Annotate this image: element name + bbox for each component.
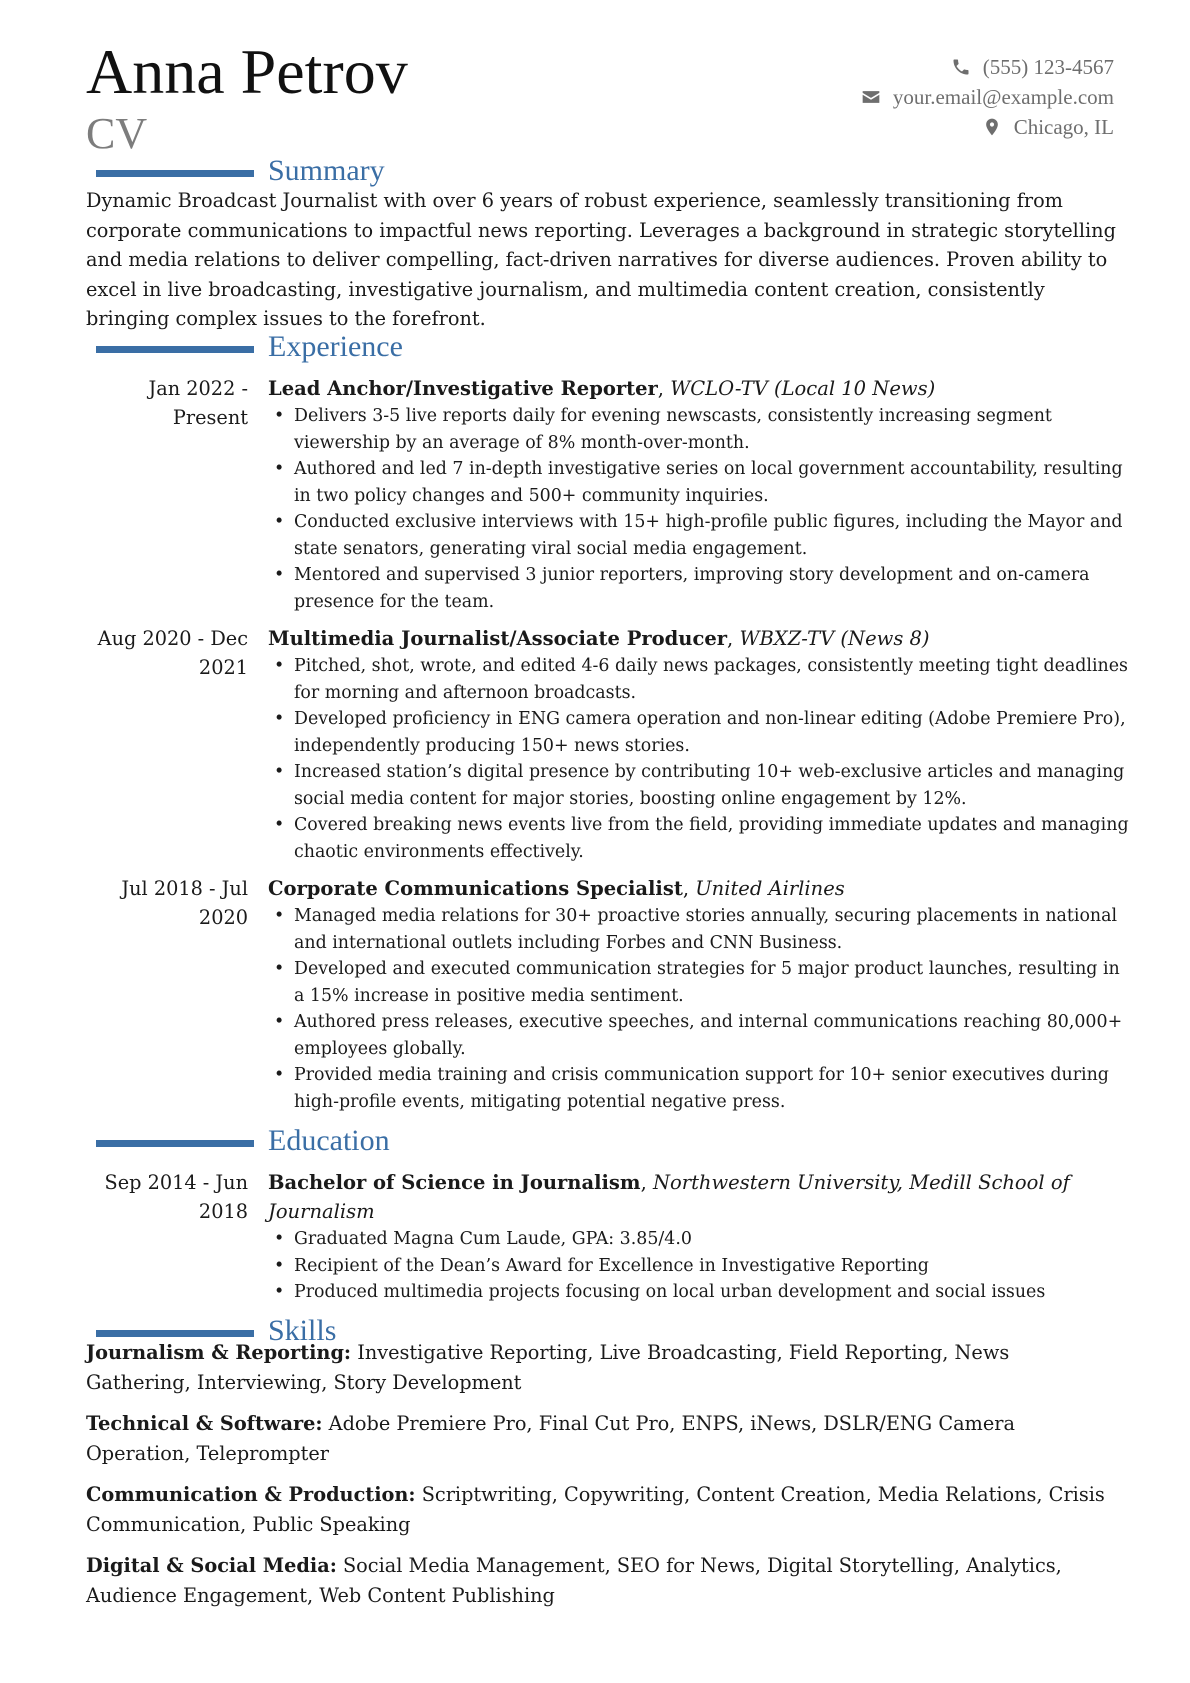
bullet-list bbox=[268, 403, 1130, 615]
entry-date: Jul 2018 - Jul 2020 bbox=[121, 877, 248, 929]
entry-body bbox=[268, 1168, 1130, 1306]
contact-block bbox=[861, 52, 1114, 142]
skill-group bbox=[86, 1338, 1120, 1397]
bullet-item: • Managed media relations for 30+ proactive stories annually, securing placements in national and international outlets including Forbes and CNN Business. bbox=[268, 903, 1130, 956]
entry-role: Bachelor of Science in Journalism bbox=[268, 1171, 641, 1194]
section-title: Education bbox=[268, 1124, 390, 1157]
entry-body bbox=[268, 374, 1130, 615]
entry-organization: Northwestern University, Medill School of Journalism bbox=[268, 1171, 1070, 1223]
entry-date: Sep 2014 - Jun 2018 bbox=[104, 1171, 248, 1223]
section-accent-bar bbox=[96, 1140, 254, 1147]
skill-group bbox=[86, 1409, 1120, 1468]
skill-label: Communication & Production: bbox=[86, 1483, 416, 1506]
bullet-item: • Authored and led 7 in-depth investigative series on local government accountability, resulting in two policy changes and 500+ community inquiries. bbox=[268, 456, 1130, 509]
bullet-item: • Covered breaking news events live from the field, providing immediate updates and managing chaotic environments effectively. bbox=[268, 812, 1130, 865]
skill-label: Technical & Software: bbox=[86, 1412, 323, 1435]
location-text: Chicago, IL bbox=[1013, 114, 1114, 139]
entry-organization: WBXZ-TV (News 8) bbox=[739, 627, 930, 650]
skill-label: Journalism & Reporting: bbox=[86, 1341, 352, 1364]
skills-list bbox=[86, 1338, 1120, 1622]
section-title: Skills bbox=[268, 1314, 337, 1347]
section-title: Summary bbox=[268, 154, 385, 187]
skill-value: Adobe Premiere Pro, Final Cut Pro, ENPS, iNews, DSLR/ENG Camera Operation, Teleprompter bbox=[86, 1412, 1015, 1465]
section-accent-bar bbox=[96, 346, 254, 353]
entry-heading: Corporate Communications Specialist, United Airlines bbox=[268, 877, 845, 900]
bullet-list bbox=[268, 653, 1130, 865]
bullet-item: • Developed and executed communication strategies for 5 major product launches, resulting in a 15% increase in positive media sentiment. bbox=[268, 956, 1130, 1009]
entry-body bbox=[268, 874, 1130, 1115]
entry-heading: Multimedia Journalist/Associate Producer, WBXZ-TV (News 8) bbox=[268, 627, 930, 650]
document-subtitle: CV bbox=[86, 109, 148, 158]
bullet-item: • Mentored and supervised 3 junior reporters, improving story development and on-camera presence for the team. bbox=[268, 562, 1130, 615]
map-pin-icon bbox=[982, 117, 1002, 137]
email-address[interactable]: your.email@example.com bbox=[892, 84, 1114, 109]
entry-role: Multimedia Journalist/Associate Producer bbox=[268, 627, 728, 650]
bullet-item: • Produced multimedia projects focusing on local urban development and social issues bbox=[268, 1279, 1130, 1306]
bullet-item: • Authored press releases, executive speeches, and internal communications reaching 80,000+ employees globally. bbox=[268, 1009, 1130, 1062]
skill-group bbox=[86, 1551, 1120, 1610]
skill-label: Digital & Social Media: bbox=[86, 1554, 337, 1577]
bullet-item: • Increased station’s digital presence by contributing 10+ web-exclusive articles and managing social media content for major stories, boosting online engagement by 12%. bbox=[268, 759, 1130, 812]
contact-phone bbox=[861, 52, 1114, 82]
entry-organization: United Airlines bbox=[695, 877, 845, 900]
entry-role: Lead Anchor/Investigative Reporter bbox=[268, 377, 658, 400]
entry-role: Corporate Communications Specialist bbox=[268, 877, 683, 900]
section-accent-bar bbox=[96, 170, 254, 177]
skill-value: Social Media Management, SEO for News, Digital Storytelling, Analytics, Audience Engagement, Web Content Publishing bbox=[86, 1554, 1062, 1607]
bullet-item: • Graduated Magna Cum Laude, GPA: 3.85/4.0 bbox=[268, 1226, 1130, 1253]
experience-heading bbox=[96, 332, 403, 362]
summary-text: Dynamic Broadcast Journalist with over 6 years of robust experience, seamlessly transitioning from corporate communications to impactful news reporting. Leverages a background in strategic storytelling and media relations to deliver compelling, fact-driven narratives for diverse audiences. Proven ability to excel in live broadcasting, investigative journalism, and multimedia content creation, consistently bringing complex issues to the forefront. bbox=[86, 189, 1116, 330]
entry-date: Aug 2020 - Dec 2021 bbox=[97, 627, 248, 679]
phone-number[interactable]: (555) 123-4567 bbox=[982, 54, 1114, 79]
entry-organization: WCLO-TV (Local 10 News) bbox=[670, 377, 936, 400]
summary-heading bbox=[96, 156, 385, 186]
bullet-list bbox=[268, 903, 1130, 1115]
bullet-item: • Developed proficiency in ENG camera operation and non-linear editing (Adobe Premiere Pro), independently producing 150+ news stories. bbox=[268, 706, 1130, 759]
contact-location bbox=[861, 112, 1114, 142]
skill-value: Investigative Reporting, Live Broadcasting, Field Reporting, News Gathering, Interviewing, Story Development bbox=[86, 1341, 1010, 1394]
contact-email bbox=[861, 82, 1114, 112]
bullet-list bbox=[268, 1226, 1130, 1306]
bullet-item: • Pitched, shot, wrote, and edited 4-6 daily news packages, consistently meeting tight deadlines for morning and afternoon broadcasts. bbox=[268, 653, 1130, 706]
skill-value: Scriptwriting, Copywriting, Content Creation, Media Relations, Crisis Communication, Public Speaking bbox=[86, 1483, 1105, 1536]
envelope-icon bbox=[861, 87, 881, 107]
entry-date: Jan 2022 - Present bbox=[148, 377, 248, 429]
bullet-item: • Recipient of the Dean’s Award for Excellence in Investigative Reporting bbox=[268, 1253, 1130, 1280]
bullet-item: • Delivers 3-5 live reports daily for evening newscasts, consistently increasing segment viewership by an average of 8% month-over-month. bbox=[268, 403, 1130, 456]
section-title: Experience bbox=[268, 330, 403, 363]
entry-heading: Lead Anchor/Investigative Reporter, WCLO-TV (Local 10 News) bbox=[268, 377, 936, 400]
education-heading bbox=[96, 1126, 390, 1156]
section-accent-bar bbox=[96, 1330, 254, 1337]
skill-group bbox=[86, 1480, 1120, 1539]
candidate-name: Anna Petrov bbox=[86, 36, 408, 107]
bullet-item: • Conducted exclusive interviews with 15+ high-profile public figures, including the Mayor and state senators, generating viral social media engagement. bbox=[268, 509, 1130, 562]
entry-body bbox=[268, 624, 1130, 865]
phone-icon bbox=[951, 57, 971, 77]
bullet-item: • Provided media training and crisis communication support for 10+ senior executives during high-profile events, mitigating potential negative press. bbox=[268, 1062, 1130, 1115]
entry-heading: Bachelor of Science in Journalism, Northwestern University, Medill School of Journalism bbox=[268, 1171, 1070, 1223]
